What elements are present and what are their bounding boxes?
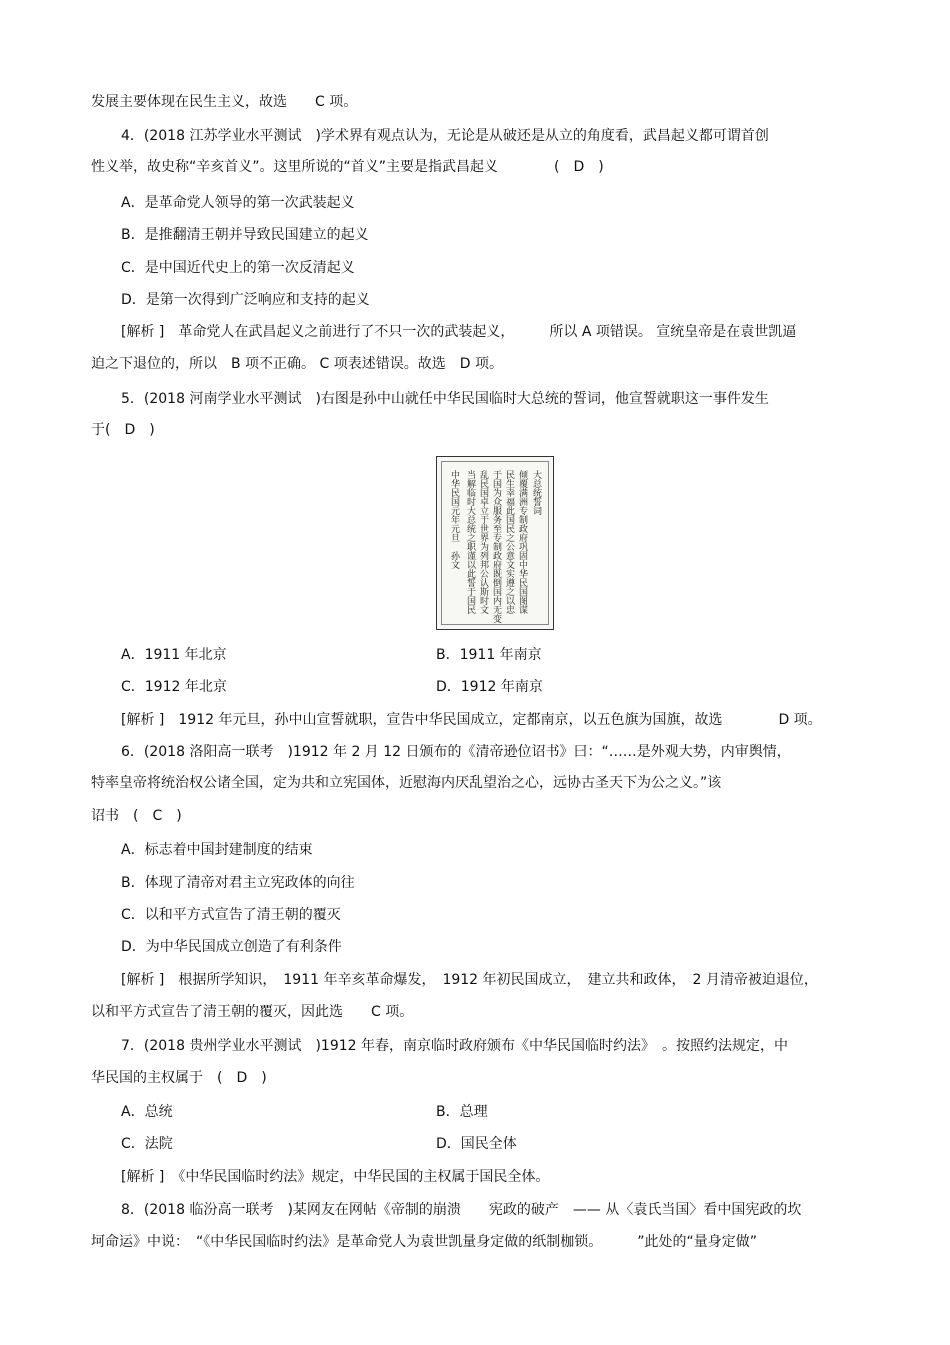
text-line-l18: 特率皇帝将统治权公诸全国，定为共和立宪国体，近慰海内厌乱望治之心，远协古圣天下为公之义。”该 xyxy=(91,775,722,791)
oath-column: 民生幸福此国民之公意文实遵之以忠 xyxy=(504,470,514,614)
text-line-l08: [解析 ] 革命党人在武昌起义之前进行了不只一次的武装起义， 所以 A 项错误。 宣统皇帝是在袁世凯逼 xyxy=(121,324,797,340)
text-line-l11: 于( D ) xyxy=(91,422,155,438)
text-line-l04: A．是革命党人领导的第一次武装起义 xyxy=(121,195,355,211)
text-line-l31: D．国民全体 xyxy=(436,1136,517,1152)
text-line-l12: A．1911 年北京 xyxy=(121,647,227,663)
text-line-l34: 坷命运》中说： “《中华民国临时约法》是革命党人为袁世凯量身定做的纸制枷锁。 ”此处的“量身定做” xyxy=(91,1234,758,1250)
text-line-l03: 性义举，故史称“辛亥首义”。这里所说的“首义”主要是指武昌起义 ( D ) xyxy=(91,159,604,175)
text-line-l17: 6．(2018 洛阳高一联考 )1912 年 2 月 12 日颁布的《清帝逊位诏书》曰：“……是外观大势，内审舆情， xyxy=(121,744,791,760)
text-line-l30: C．法院 xyxy=(121,1136,173,1152)
text-line-l32: [解析 ] 《中华民国临时约法》规定，中华民国的主权属于国民全体。 xyxy=(121,1169,550,1185)
text-line-l25: 以和平方式宣告了清王朝的覆灭，因此选 C 项。 xyxy=(91,1004,414,1020)
text-line-l24: [解析 ] 根据所学知识， 1911 年辛亥革命爆发， 1912 年初民国成立， 建立共和政体， 2 月清帝被迫退位， xyxy=(121,972,818,988)
text-line-l19: 诏书 ( C ) xyxy=(91,808,182,824)
oath-column: 当解临时大总统之职谨以此誓于国民 xyxy=(465,470,475,614)
text-line-l05: B．是推翻清王朝并导致民国建立的起义 xyxy=(121,227,369,243)
text-line-l16: [解析 ] 1912 年元旦，孙中山宣誓就职，宣告中华民国成立，定都南京，以五色旗为国旗，故选 D 项。 xyxy=(121,712,822,728)
text-line-l01: 发展主要体现在民生主义，故选 C 项。 xyxy=(91,94,358,110)
oath-column: 于国为众服务至专制政府既倒国内无变 xyxy=(491,470,501,623)
oath-column: 乱民国卓立于世界为列邦公认斯时文 xyxy=(478,470,488,614)
text-line-l23: D．为中华民国成立创造了有利条件 xyxy=(121,939,342,955)
text-line-l06: C．是中国近代史上的第一次反清起义 xyxy=(121,260,355,276)
text-line-l15: D．1912 年南京 xyxy=(436,679,543,695)
oath-manuscript-frame xyxy=(441,461,549,625)
text-line-l27: 华民国的主权属于 ( D ) xyxy=(91,1070,267,1086)
oath-column: 大总统誓词 xyxy=(531,470,541,515)
text-line-l10: 5．(2018 河南学业水平测试 )右图是孙中山就任中华民国临时大总统的誓词，他宣誓就职这一事件发生 xyxy=(121,391,769,407)
oath-manuscript-image xyxy=(436,456,554,630)
oath-column-signature: 中华民国元年元旦 孙文 xyxy=(449,470,459,569)
text-line-l20: A．标志着中国封建制度的结束 xyxy=(121,842,313,858)
text-line-l28: A．总统 xyxy=(121,1104,173,1120)
text-line-l14: C．1912 年北京 xyxy=(121,679,227,695)
text-line-l33: 8．(2018 临汾高一联考 )某网友在网帖《帝制的崩溃 宪政的破产 —— 从〈袁氏当国〉看中国宪政的坎 xyxy=(121,1202,802,1218)
text-line-l21: B．体现了清帝对君主立宪政体的向往 xyxy=(121,875,355,891)
text-line-l09: 迫之下退位的，所以 B 项不正确。 C 项表述错误。故选 D 项。 xyxy=(91,356,503,372)
text-line-l07: D．是第一次得到广泛响应和支持的起义 xyxy=(121,292,370,308)
text-line-l13: B．1911 年南京 xyxy=(436,647,542,663)
text-line-l26: 7．(2018 贵州学业水平测试 )1912 年春，南京临时政府颁布《中华民国临时约法》 。按照约法规定，中 xyxy=(121,1038,788,1054)
text-line-l22: C．以和平方式宣告了清王朝的覆灭 xyxy=(121,907,341,923)
text-line-l02: 4．(2018 江苏学业水平测试 )学术界有观点认为，无论是从破还是从立的角度看，武昌起义都可谓首创 xyxy=(121,128,769,144)
text-line-l29: B．总理 xyxy=(436,1104,488,1120)
oath-column: 倾覆满洲专制政府巩固中华民国图谋 xyxy=(517,470,527,614)
